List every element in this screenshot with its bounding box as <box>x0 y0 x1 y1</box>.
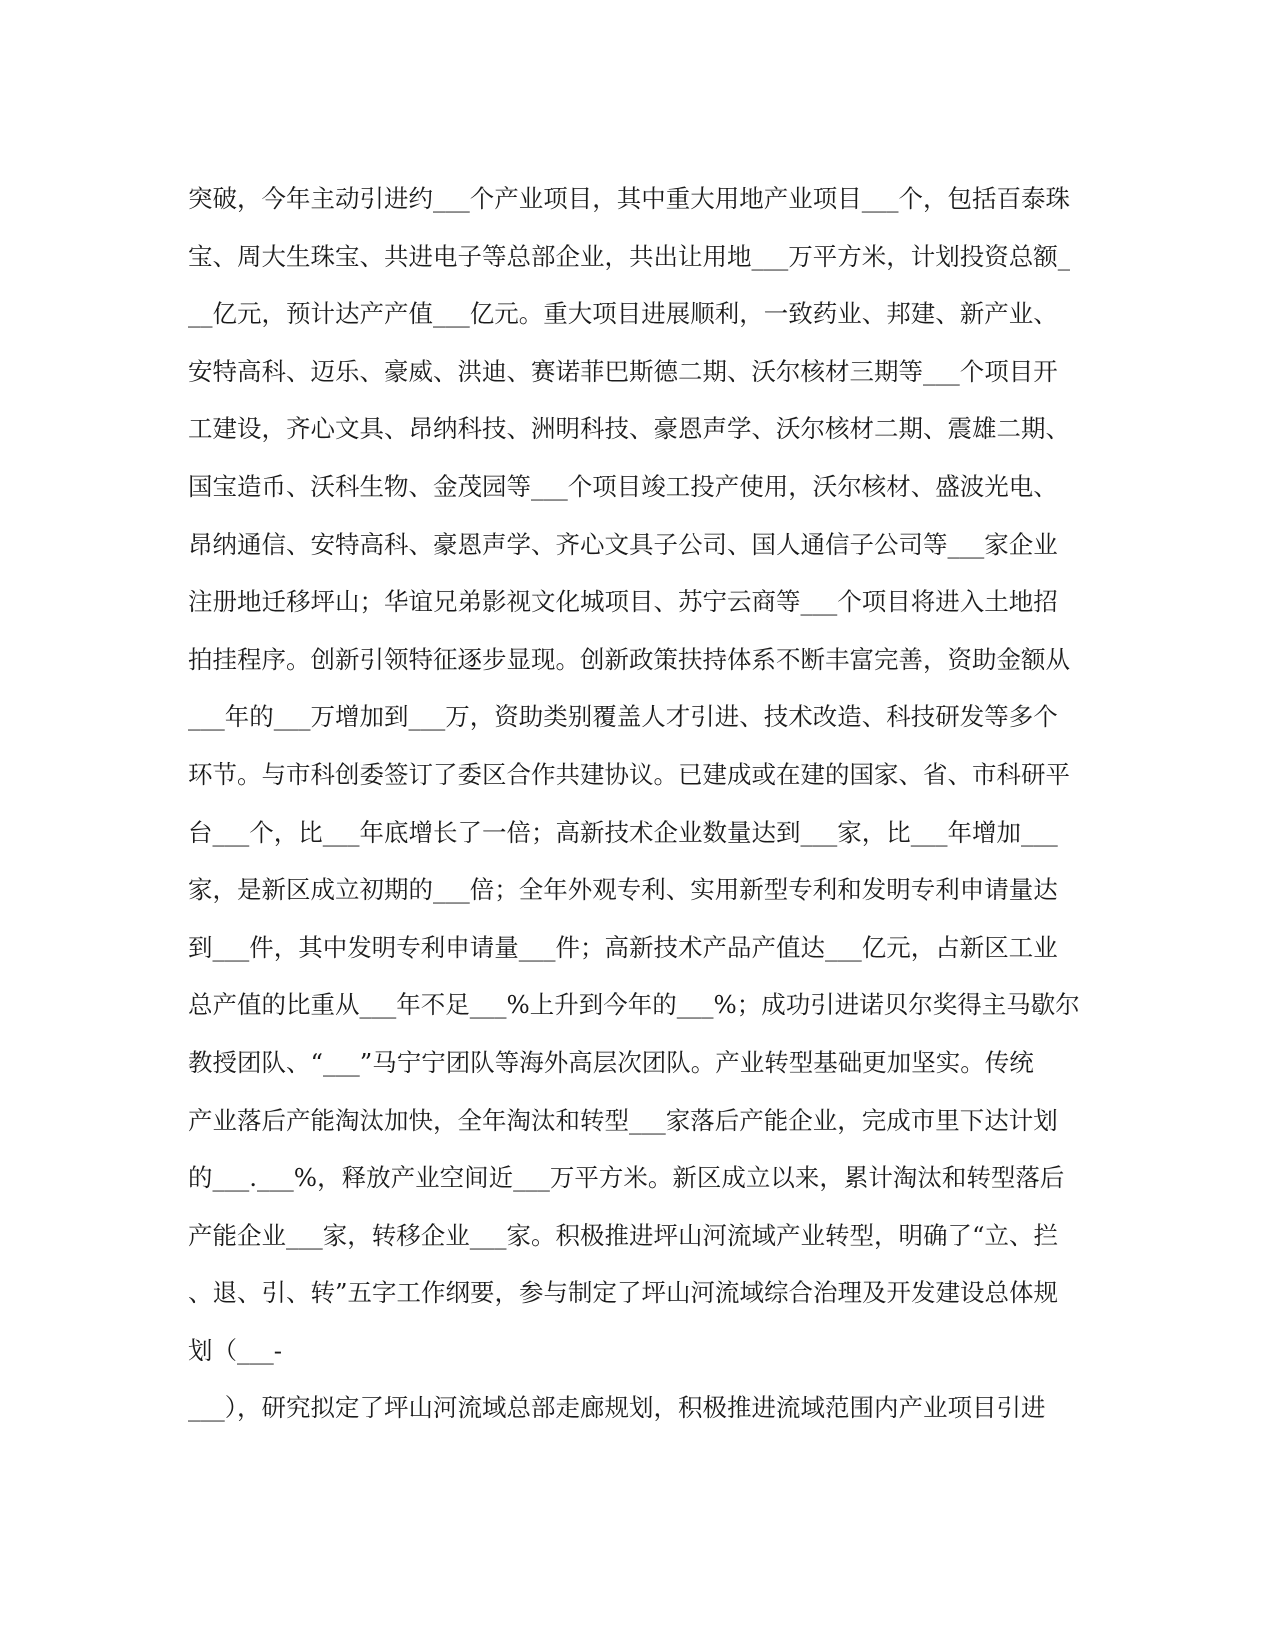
text-line: 的___.___%，释放产业空间近___万平方米。新区成立以来，累计淘汰和转型落后 <box>188 1163 1065 1193</box>
text-line: 拍挂程序。创新引领特征逐步显现。创新政策扶持体系不断丰富完善，资助金额从 <box>188 644 1070 674</box>
text-line: 环节。与市科创委签订了委区合作共建协议。已建成或在建的国家、省、市科研平 <box>188 759 1070 789</box>
text-line: 突破，今年主动引进约___个产业项目，其中重大用地产业项目___个，包括百泰珠 <box>188 184 1070 213</box>
text-line: ___年的___万增加到___万，资助类别覆盖人才引进、技术改造、科技研发等多个 <box>188 702 1058 732</box>
text-line: 教授团队、“___”马宁宁团队等海外高层次团队。产业转型基础更加坚实。传统 <box>188 1047 1034 1077</box>
text-line: 、退、引、转”五字工作纲要，参与制定了坪山河流域综合治理及开发建设总体规 <box>188 1278 1059 1308</box>
text-line: 工建设，齐心文具、昂纳科技、洲明科技、豪恩声学、沃尔核材二期、震雄二期、 <box>188 414 1070 444</box>
text-line: 台___个，比___年底增长了一倍；高新技术企业数量达到___家，比___年增加___ <box>188 817 1058 847</box>
text-line: 昂纳通信、安特高科、豪恩声学、齐心文具子公司、国人通信子公司等___家企业 <box>188 529 1058 559</box>
text-line: 产业落后产能淘汰加快，全年淘汰和转型___家落后产能企业，完成市里下达计划 <box>188 1105 1058 1135</box>
text-line: 总产值的比重从___年不足___%上升到今年的___%；成功引进诺贝尔奖得主马歇尔 <box>188 990 1080 1020</box>
text-line: 家，是新区成立初期的___倍；全年外观专利、实用新型专利和发明专利申请量达 <box>188 875 1058 905</box>
text-line: 到___件，其中发明专利申请量___件；高新技术产品产值达___亿元，占新区工业 <box>188 932 1058 962</box>
text-line: 安特高科、迈乐、豪威、洪迪、赛诺菲巴斯德二期、沃尔核材三期等___个项目开 <box>188 356 1058 386</box>
text-line: 注册地迁移坪山；华谊兄弟影视文化城项目、苏宁云商等___个项目将进入土地招 <box>188 587 1058 617</box>
text-line: ___），研究拟定了坪山河流域总部走廊规划，积极推进流域范围内产业项目引进 <box>188 1393 1046 1423</box>
text-line: 产能企业___家，转移企业___家。积极推进坪山河流域产业转型，明确了“立、拦 <box>188 1220 1059 1250</box>
text-line: __亿元，预计达产产值___亿元。重大项目进展顺利，一致药业、邦建、新产业、 <box>188 299 1058 329</box>
text-line: 划（___- <box>188 1335 283 1365</box>
text-line: 宝、周大生珠宝、共进电子等总部企业，共出让用地___万平方米，计划投资总额_ <box>188 241 1070 271</box>
body-text <box>188 170 1088 1437</box>
text-line: 国宝造币、沃科生物、金茂园等___个项目竣工投产使用，沃尔核材、盛波光电、 <box>188 471 1058 501</box>
